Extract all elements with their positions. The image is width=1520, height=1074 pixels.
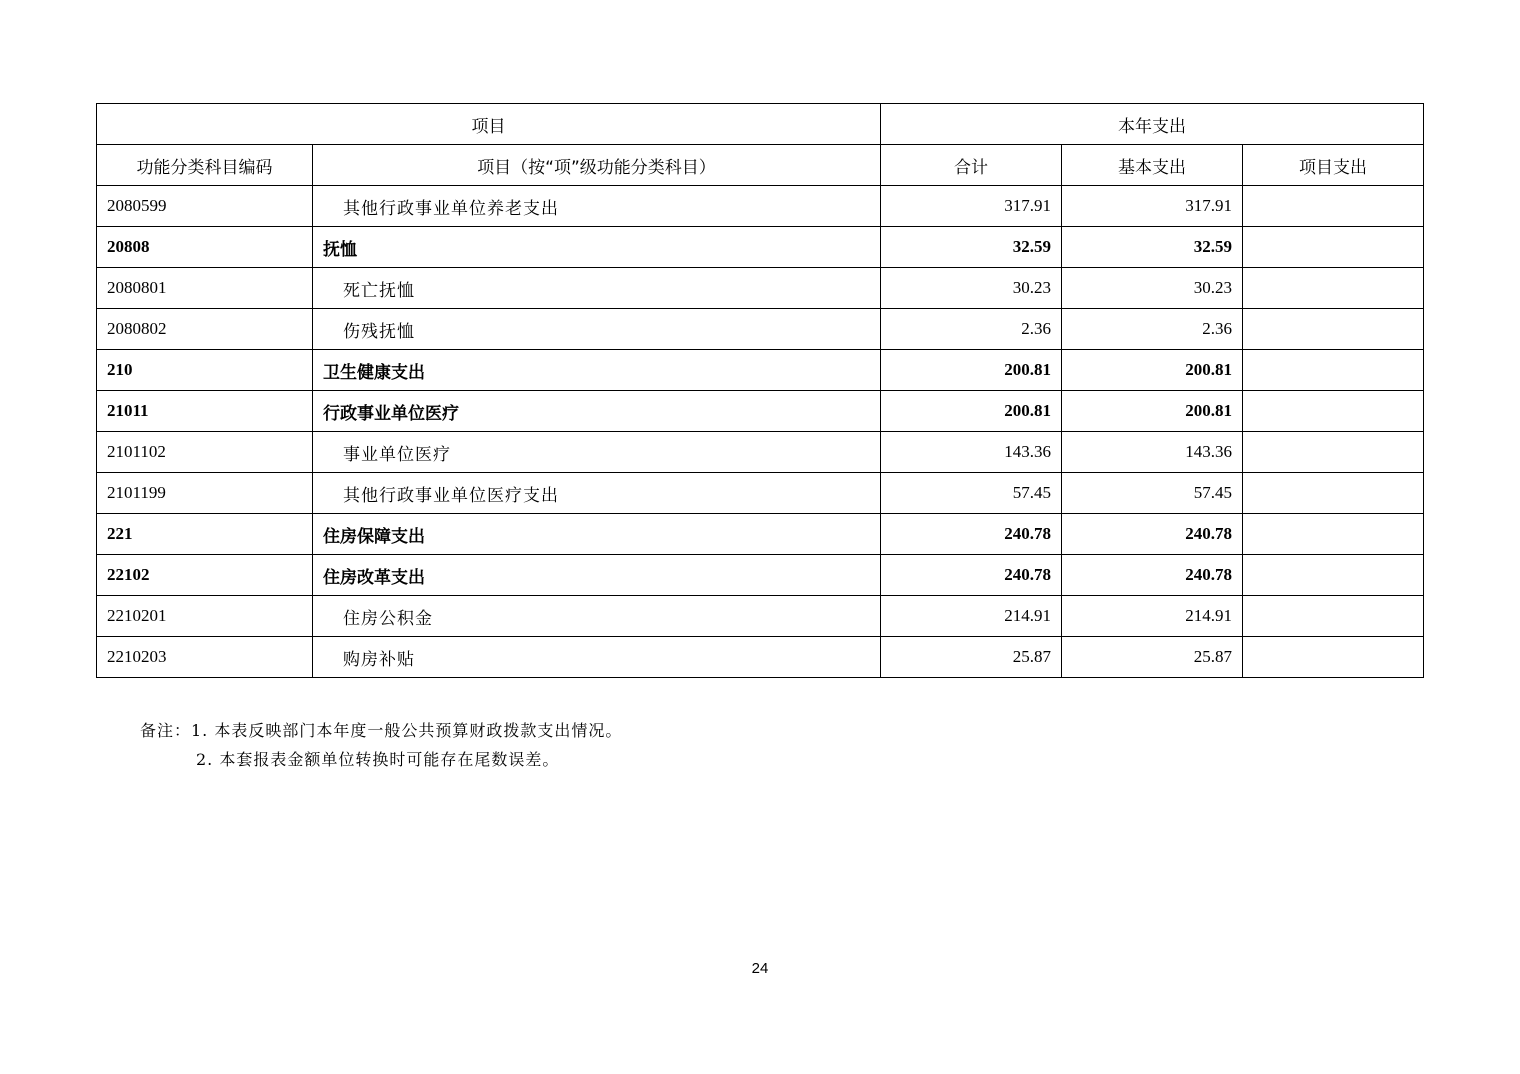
table-row [97, 268, 1424, 309]
row-basic-expense: 57.45 [1062, 473, 1243, 514]
row-total: 240.78 [881, 555, 1062, 596]
table-row [97, 309, 1424, 350]
row-project-expense [1243, 432, 1424, 473]
row-project-expense [1243, 555, 1424, 596]
row-code: 2210203 [97, 637, 313, 678]
row-basic-expense: 240.78 [1062, 514, 1243, 555]
note-line-2: 2. 本套报表金额单位转换时可能存在尾数误差。 [196, 750, 560, 769]
row-total: 32.59 [881, 227, 1062, 268]
row-total: 240.78 [881, 514, 1062, 555]
row-total: 214.91 [881, 596, 1062, 637]
row-total: 143.36 [881, 432, 1062, 473]
row-total: 25.87 [881, 637, 1062, 678]
row-item-name: 住房公积金 [313, 596, 881, 637]
row-basic-expense: 240.78 [1062, 555, 1243, 596]
row-item-name: 伤残抚恤 [313, 309, 881, 350]
row-item-name: 抚恤 [313, 227, 881, 268]
row-project-expense [1243, 186, 1424, 227]
header-item: 项目 [97, 104, 881, 145]
row-basic-expense: 2.36 [1062, 309, 1243, 350]
row-basic-expense: 200.81 [1062, 391, 1243, 432]
header-row-2 [97, 145, 1424, 186]
row-code: 2080801 [97, 268, 313, 309]
header-item-name: 项目（按“项”级功能分类科目） [313, 145, 881, 186]
row-project-expense [1243, 268, 1424, 309]
header-project-expense: 项目支出 [1243, 145, 1424, 186]
row-item-name: 卫生健康支出 [313, 350, 881, 391]
table-row [97, 391, 1424, 432]
row-code: 221 [97, 514, 313, 555]
header-code: 功能分类科目编码 [97, 145, 313, 186]
row-item-name: 事业单位医疗 [313, 432, 881, 473]
row-project-expense [1243, 637, 1424, 678]
row-item-name: 死亡抚恤 [313, 268, 881, 309]
row-total: 200.81 [881, 350, 1062, 391]
row-item-name: 行政事业单位医疗 [313, 391, 881, 432]
row-project-expense [1243, 473, 1424, 514]
row-basic-expense: 30.23 [1062, 268, 1243, 309]
page-number: 24 [751, 960, 769, 977]
row-code: 2210201 [97, 596, 313, 637]
header-current-year-expense: 本年支出 [881, 104, 1424, 145]
row-project-expense [1243, 309, 1424, 350]
table-row [97, 432, 1424, 473]
row-basic-expense: 32.59 [1062, 227, 1243, 268]
row-project-expense [1243, 596, 1424, 637]
row-total: 57.45 [881, 473, 1062, 514]
row-basic-expense: 214.91 [1062, 596, 1243, 637]
header-basic-expense: 基本支出 [1062, 145, 1243, 186]
row-project-expense [1243, 227, 1424, 268]
row-item-name: 购房补贴 [313, 637, 881, 678]
row-project-expense [1243, 514, 1424, 555]
row-basic-expense: 317.91 [1062, 186, 1243, 227]
row-code: 2080802 [97, 309, 313, 350]
table-row [97, 637, 1424, 678]
row-total: 30.23 [881, 268, 1062, 309]
row-total: 200.81 [881, 391, 1062, 432]
table-row [97, 596, 1424, 637]
table-row [97, 350, 1424, 391]
row-basic-expense: 25.87 [1062, 637, 1243, 678]
header-row-1 [97, 104, 1424, 145]
row-code: 2101199 [97, 473, 313, 514]
row-code: 22102 [97, 555, 313, 596]
footnotes [140, 716, 622, 774]
table-row [97, 227, 1424, 268]
row-code: 21011 [97, 391, 313, 432]
row-project-expense [1243, 350, 1424, 391]
row-total: 2.36 [881, 309, 1062, 350]
row-code: 2080599 [97, 186, 313, 227]
row-project-expense [1243, 391, 1424, 432]
table-row [97, 186, 1424, 227]
row-basic-expense: 143.36 [1062, 432, 1243, 473]
note-line-1: 备注：1. 本表反映部门本年度一般公共预算财政拨款支出情况。 [140, 721, 623, 740]
row-item-name: 住房保障支出 [313, 514, 881, 555]
budget-expense-table [96, 103, 1424, 678]
row-item-name: 其他行政事业单位医疗支出 [313, 473, 881, 514]
row-total: 317.91 [881, 186, 1062, 227]
row-item-name: 其他行政事业单位养老支出 [313, 186, 881, 227]
row-item-name: 住房改革支出 [313, 555, 881, 596]
table-row [97, 473, 1424, 514]
row-code: 2101102 [97, 432, 313, 473]
row-basic-expense: 200.81 [1062, 350, 1243, 391]
table-row [97, 514, 1424, 555]
row-code: 20808 [97, 227, 313, 268]
header-total: 合计 [881, 145, 1062, 186]
table-row [97, 555, 1424, 596]
row-code: 210 [97, 350, 313, 391]
